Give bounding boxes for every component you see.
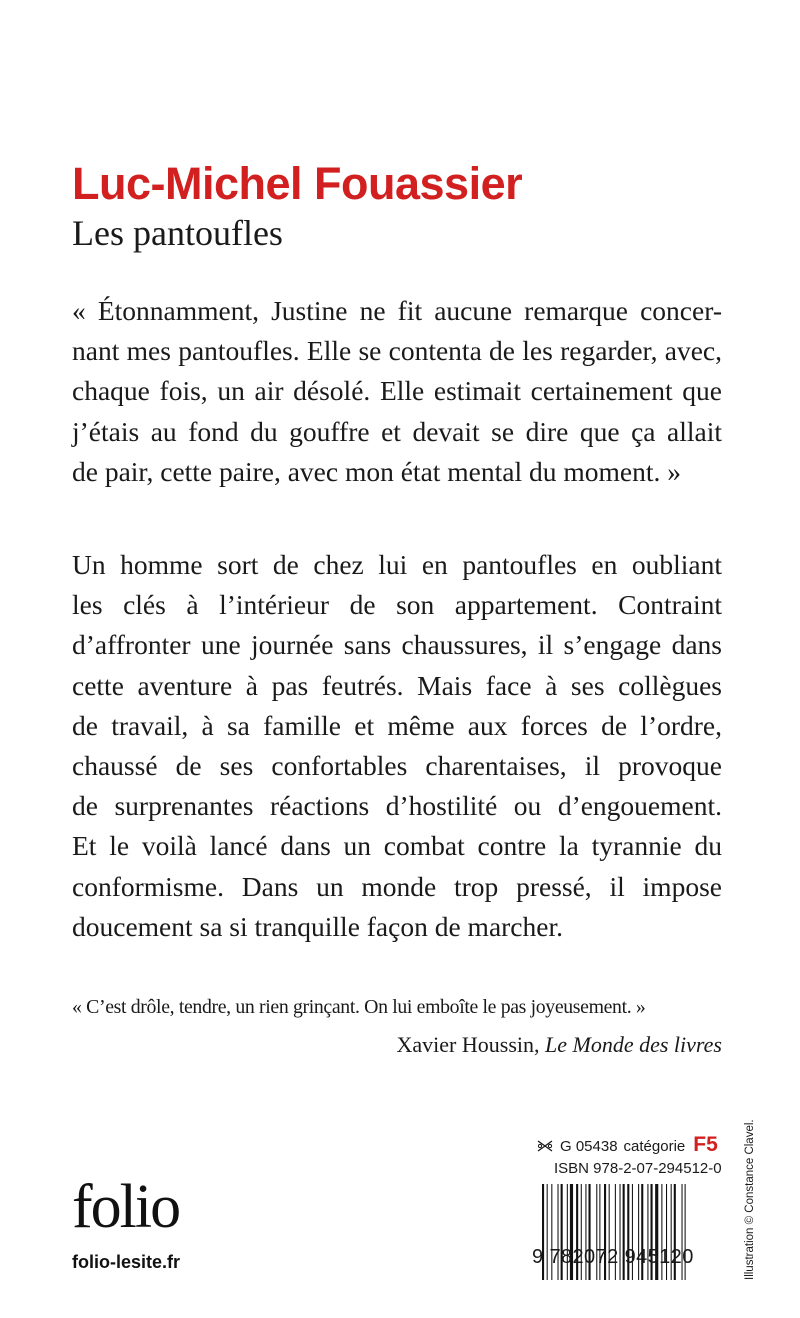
- synopsis-line: conformisme. Dans un monde trop pressé, il impose: [72, 870, 722, 902]
- synopsis-line: doucement sa si tranquille façon de marcher.: [72, 910, 563, 942]
- excerpt-line: « Étonnamment, Justine ne fit aucune remarque concer-: [72, 295, 722, 326]
- synopsis-line: chaussé de ses confortables charentaises, il provoque: [72, 750, 722, 782]
- synopsis-line: les clés à l’intérieur de son appartement. Contraint: [72, 589, 722, 621]
- synopsis-line: Et le voilà lancé dans un combat contre la tyrannie du: [72, 830, 722, 862]
- barcode-digits: 9 782072 945120: [532, 1246, 694, 1268]
- critic-name: Xavier Houssin,: [396, 1032, 546, 1057]
- website-link[interactable]: folio-lesite.fr: [72, 1252, 181, 1272]
- synopsis-line: de surprenantes réactions d’hostilité ou d’engouement.: [72, 790, 722, 822]
- book-title: Les pantoufles: [72, 213, 283, 253]
- category-label: catégorie: [623, 1138, 686, 1155]
- synopsis-line: Un homme sort de chez lui en pantoufles en oubliant: [72, 549, 722, 580]
- publication-name: Le Monde des livres: [545, 1032, 722, 1057]
- press-quote: « C’est drôle, tendre, un rien grinçant. On lui emboîte le pas joyeusement. »: [72, 996, 646, 1018]
- excerpt-line: chaque fois, un air désolé. Elle estimait certainement que: [72, 375, 722, 407]
- category-code: F5: [693, 1133, 718, 1156]
- catalog-line: [536, 1133, 718, 1157]
- illustration-credit: Illustration © Constance Clavel.: [744, 1119, 756, 1280]
- synopsis-line: de travail, à sa famille et même aux forces de l’ordre,: [72, 709, 722, 741]
- press-attribution: [397, 1032, 722, 1058]
- excerpt-quote: [72, 291, 722, 492]
- gallimard-mark-icon: [536, 1139, 554, 1153]
- author-name: Luc-Michel Fouassier: [72, 158, 523, 209]
- synopsis: [72, 545, 722, 947]
- synopsis-line: d’affronter une journée sans chaussures, il s’engage dans: [72, 629, 722, 661]
- catalog-code: G 05438: [560, 1138, 618, 1155]
- excerpt-line: j’étais au fond du gouffre et devait se dire que ça allait: [72, 415, 722, 447]
- folio-logo: folio: [72, 1173, 180, 1241]
- excerpt-line: de pair, cette paire, avec mon état mental du moment. »: [72, 455, 682, 487]
- isbn: ISBN 978-2-07-294512-0: [554, 1160, 722, 1177]
- excerpt-line: nant mes pantoufles. Elle se contenta de les regarder, avec,: [72, 335, 722, 367]
- synopsis-line: cette aventure à pas feutrés. Mais face à ses collègues: [72, 669, 722, 701]
